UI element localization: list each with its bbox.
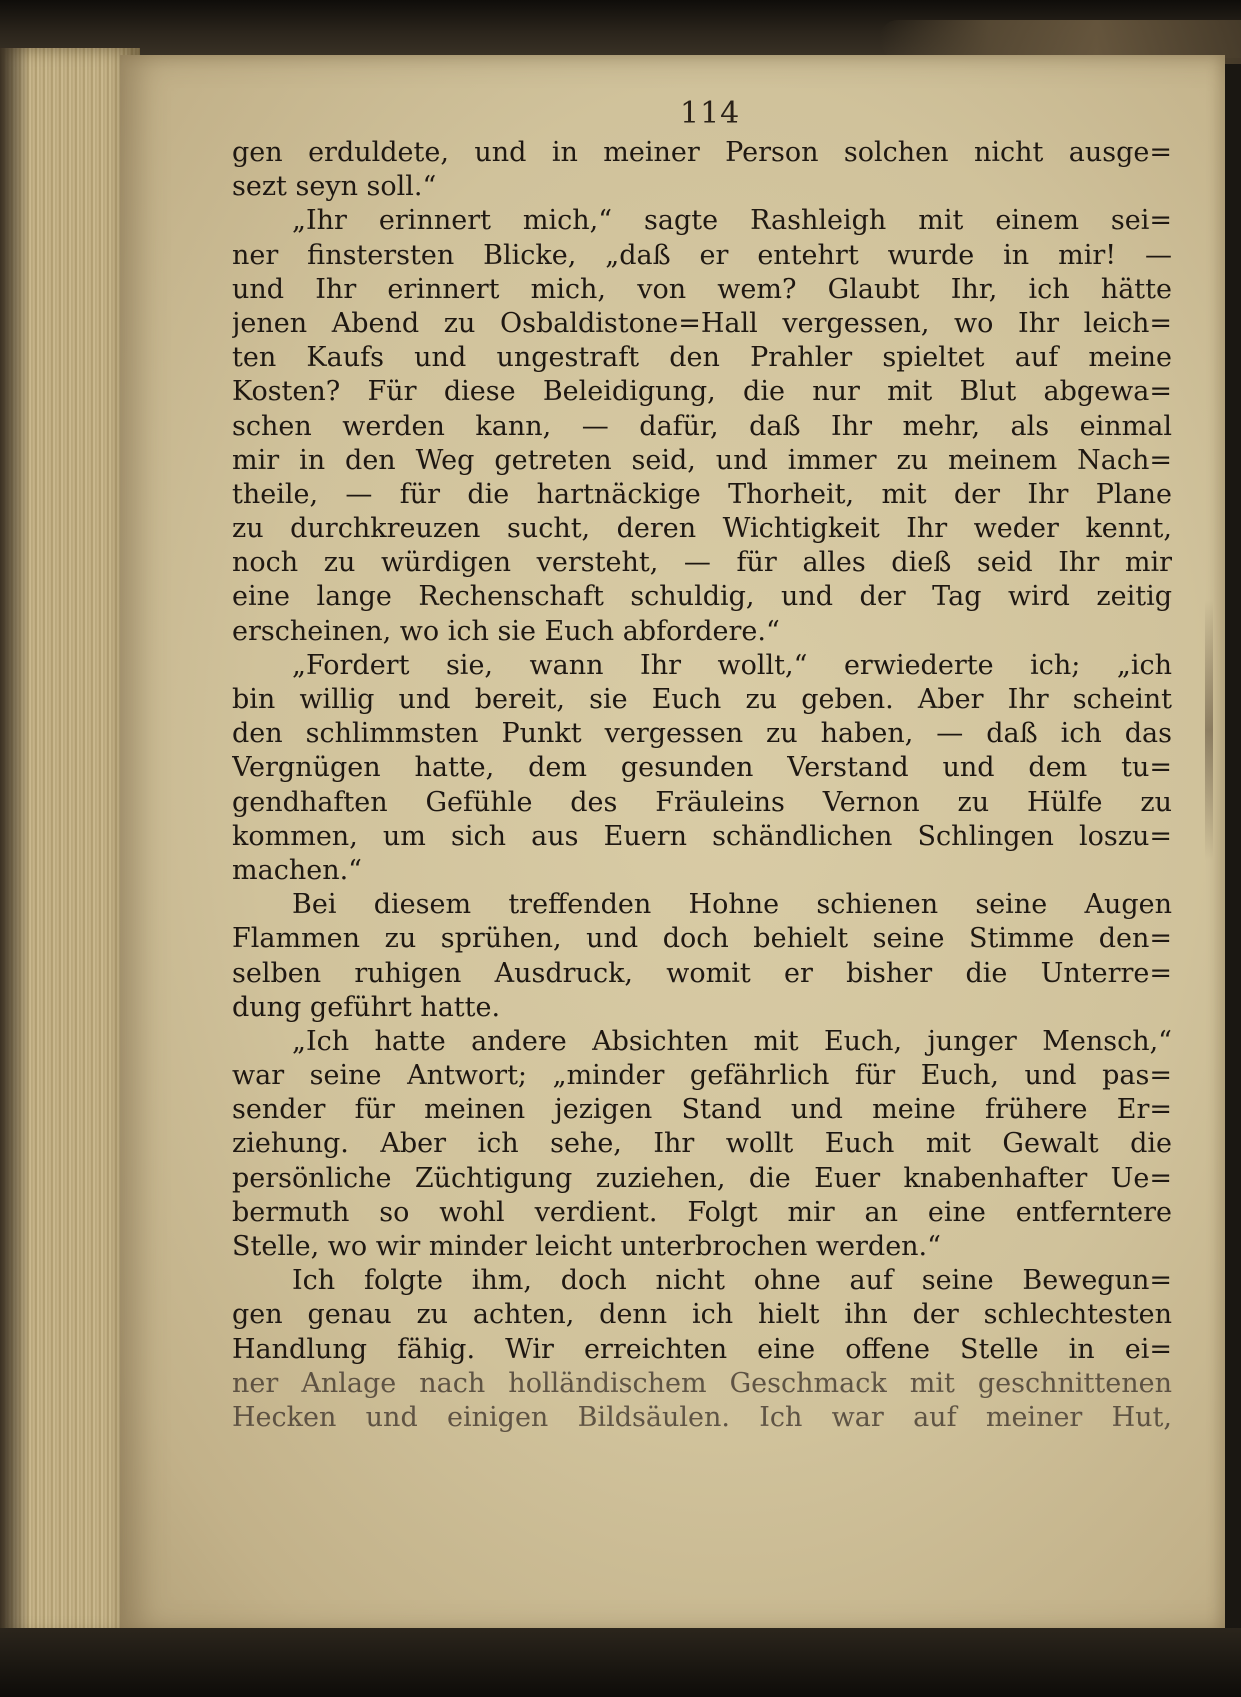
text-line: ten Kaufs und ungestraft den Prahler spieltet auf meine — [232, 342, 1172, 374]
text-line: selben ruhigen Ausdruck, womit er bisher die Unterre= — [232, 957, 1172, 989]
text-line: sender für meinen jezigen Stand und meine frühere Er= — [232, 1094, 1172, 1126]
text-line: machen.“ — [232, 854, 362, 886]
text-line: ner Anlage nach holländischem Geschmack mit geschnittenen — [232, 1367, 1172, 1399]
text-line: gen erduldete, und in meiner Person solchen nicht ausge= — [232, 137, 1172, 168]
ink-bleed — [1205, 600, 1213, 860]
text-line: jenen Abend zu Osbaldistone=Hall vergessen, wo Ihr leich= — [232, 307, 1172, 339]
body-text — [232, 136, 1172, 1435]
page-number: 114 — [680, 96, 741, 131]
text-line: und Ihr erinnert mich, von wem? Glaubt Ihr, ich hätte — [232, 273, 1172, 305]
text-line: sezt seyn soll.“ — [232, 171, 437, 203]
text-line: Stelle, wo wir minder leicht unterbrochen werden.“ — [232, 1231, 941, 1262]
text-line: dung geführt hatte. — [232, 991, 501, 1023]
text-line: ner finstersten Blicke, „daß er entehrt wurde in mir! — — [232, 239, 1172, 271]
text-line: kommen, um sich aus Euern schändlichen Schlingen loszu= — [232, 820, 1172, 852]
text-line: bermuth so wohl verdient. Folgt mir an eine entferntere — [232, 1196, 1172, 1228]
text-line: „Ich hatte andere Absichten mit Euch, junger Mensch,“ — [292, 1025, 1172, 1057]
text-line: war seine Antwort; „minder gefährlich für Euch, und pas= — [232, 1060, 1172, 1092]
text-line: „Fordert sie, wann Ihr wollt,“ erwiederte ich; „ich — [292, 649, 1172, 681]
text-line: Vergnügen hatte, dem gesunden Verstand und dem tu= — [232, 752, 1172, 784]
text-line: Hecken und einigen Bildsäulen. Ich war auf meiner Hut, — [232, 1401, 1172, 1433]
text-line: mir in den Weg getreten seid, und immer zu meinem Nach= — [232, 444, 1172, 476]
text-line: Ich folgte ihm, doch nicht ohne auf seine Bewegun= — [292, 1265, 1172, 1297]
text-line: noch zu würdigen versteht, — für alles dieß seid Ihr mir — [232, 547, 1172, 579]
text-line: theile, — für die hartnäckige Thorheit, mit der Ihr Plane — [232, 478, 1172, 510]
text-line: gen genau zu achten, denn ich hielt ihn der schlechtesten — [232, 1299, 1172, 1331]
text-line: bin willig und bereit, sie Euch zu geben. Aber Ihr scheint — [232, 684, 1172, 715]
text-line: den schlimmsten Punkt vergessen zu haben, — daß ich das — [232, 718, 1172, 750]
text-line: eine lange Rechenschaft schuldig, und der Tag wird zeitig — [232, 581, 1172, 613]
text-line: Handlung fähig. Wir erreichten eine offene Stelle in ei= — [232, 1333, 1172, 1365]
text-line: erscheinen, wo ich sie Euch abfordere.“ — [232, 615, 780, 647]
text-line: gendhaften Gefühle des Fräuleins Vernon zu Hülfe zu — [232, 786, 1172, 818]
text-line: schen werden kann, — dafür, daß Ihr mehr, als einmal — [232, 410, 1172, 442]
text-line: Kosten? Für diese Beleidigung, die nur mit Blut abgewa= — [232, 376, 1172, 408]
text-line: Flammen zu sprühen, und doch behielt seine Stimme den= — [232, 923, 1172, 955]
text-line: „Ihr erinnert mich,“ sagte Rashleigh mit einem sei= — [292, 205, 1172, 237]
text-line: Bei diesem treffenden Hohne schienen seine Augen — [292, 889, 1172, 921]
page-stack-shadow — [0, 48, 30, 1638]
text-line: zu durchkreuzen sucht, deren Wichtigkeit Ihr weder kennt, — [232, 513, 1172, 545]
text-line: ziehung. Aber ich sehe, Ihr wollt Euch mit Gewalt die — [232, 1128, 1172, 1160]
binding-bottom — [0, 1628, 1241, 1697]
text-line: persönliche Züchtigung zuziehen, die Euer knabenhafter Ue= — [232, 1162, 1172, 1194]
